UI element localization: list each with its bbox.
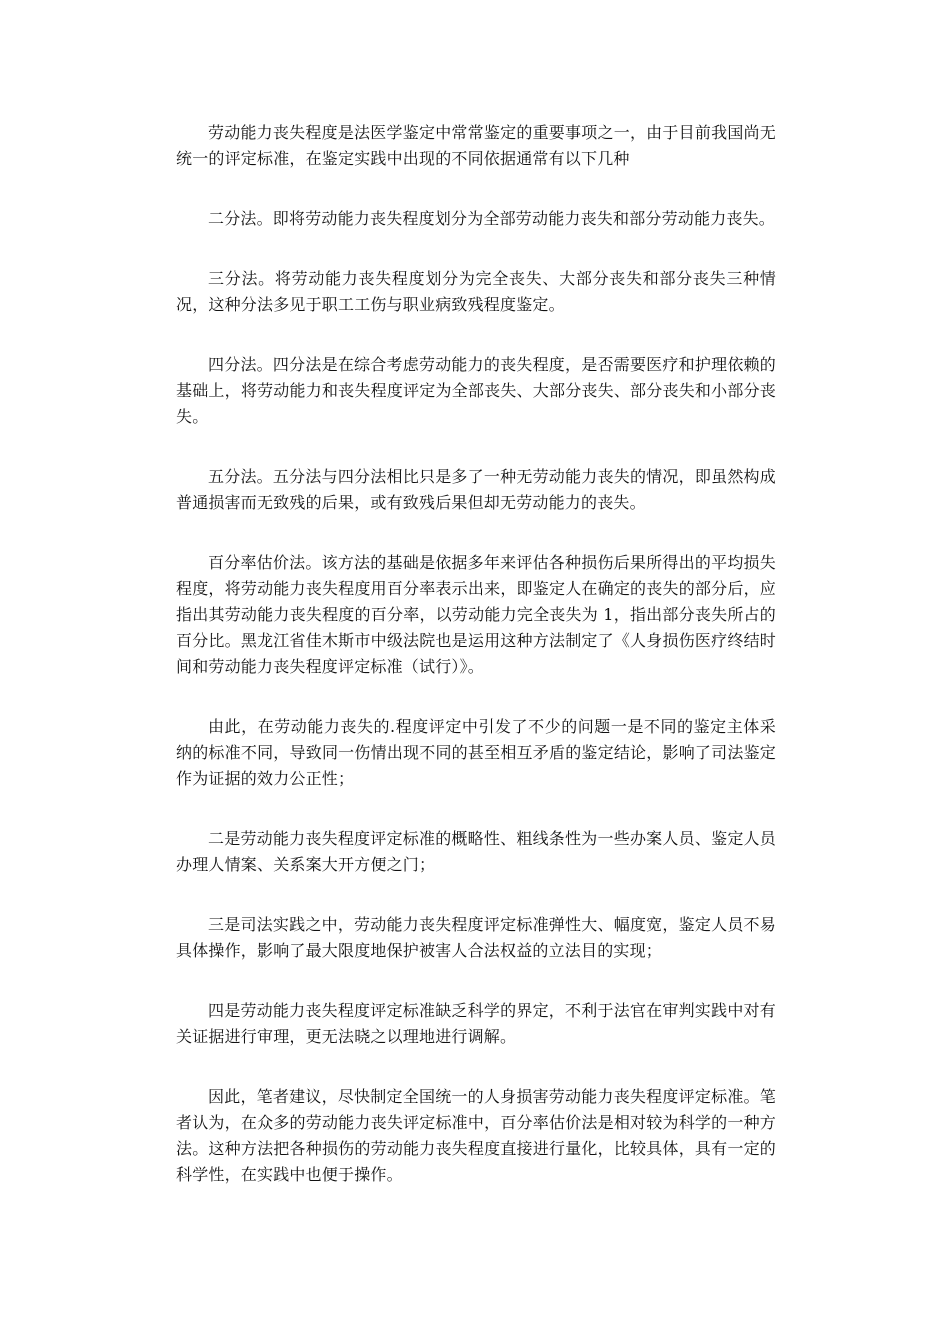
paragraph-five-division: 五分法。五分法与四分法相比只是多了一种无劳动能力丧失的情况，即虽然构成普通损害而无致残的后果，或有致残后果但却无劳动能力的丧失。 xyxy=(176,467,776,512)
paragraph-four-division: 四分法。四分法是在综合考虑劳动能力的丧失程度，是否需要医疗和护理依赖的基础上，将劳动能力和丧失程度评定为全部丧失、大部分丧失、部分丧失和小部分丧失。 xyxy=(176,355,776,426)
paragraph-problem-four: 四是劳动能力丧失程度评定标准缺乏科学的界定，不利于法官在审判实践中对有关证据进行审理，更无法晓之以理地进行调解。 xyxy=(176,1001,776,1046)
paragraph-problem-three: 三是司法实践之中，劳动能力丧失程度评定标准弹性大、幅度宽，鉴定人员不易具体操作，影响了最大限度地保护被害人合法权益的立法目的实现； xyxy=(176,915,776,960)
document-body xyxy=(176,120,776,1222)
paragraph-percentage-method: 百分率估价法。该方法的基础是依据多年来评估各种损伤后果所得出的平均损失程度，将劳动能力丧失程度用百分率表示出来，即鉴定人在确定的丧失的部分后，应指出其劳动能力丧失程度的百分率，以劳动能力完全丧失为 1，指出部分丧失所占的百分比。黑龙江省佳木斯市中级法院也是运用这种方法制定了《人身损伤医疗终结时间和劳动能力丧失程度评定标准（试行）》。 xyxy=(176,553,776,676)
paragraph-problem-one: 由此，在劳动能力丧失的.程度评定中引发了不少的问题一是不同的鉴定主体采纳的标准不同，导致同一伤情出现不同的甚至相互矛盾的鉴定结论，影响了司法鉴定作为证据的效力公正性； xyxy=(176,717,776,788)
paragraph-three-division: 三分法。将劳动能力丧失程度划分为完全丧失、大部分丧失和部分丧失三种情况，这种分法多见于职工工伤与职业病致残程度鉴定。 xyxy=(176,269,776,314)
paragraph-intro: 劳动能力丧失程度是法医学鉴定中常常鉴定的重要事项之一，由于目前我国尚无统一的评定标准，在鉴定实践中出现的不同依据通常有以下几种 xyxy=(176,123,776,168)
paragraph-conclusion: 因此，笔者建议，尽快制定全国统一的人身损害劳动能力丧失程度评定标准。笔者认为，在众多的劳动能力丧失评定标准中，百分率估价法是相对较为科学的一种方法。这种方法把各种损伤的劳动能力丧失程度直接进行量化，比较具体，具有一定的科学性，在实践中也便于操作。 xyxy=(176,1087,776,1184)
paragraph-problem-two: 二是劳动能力丧失程度评定标准的概略性、粗线条性为一些办案人员、鉴定人员办理人情案、关系案大开方便之门； xyxy=(176,829,776,874)
paragraph-two-division: 二分法。即将劳动能力丧失程度划分为全部劳动能力丧失和部分劳动能力丧失。 xyxy=(208,209,776,228)
